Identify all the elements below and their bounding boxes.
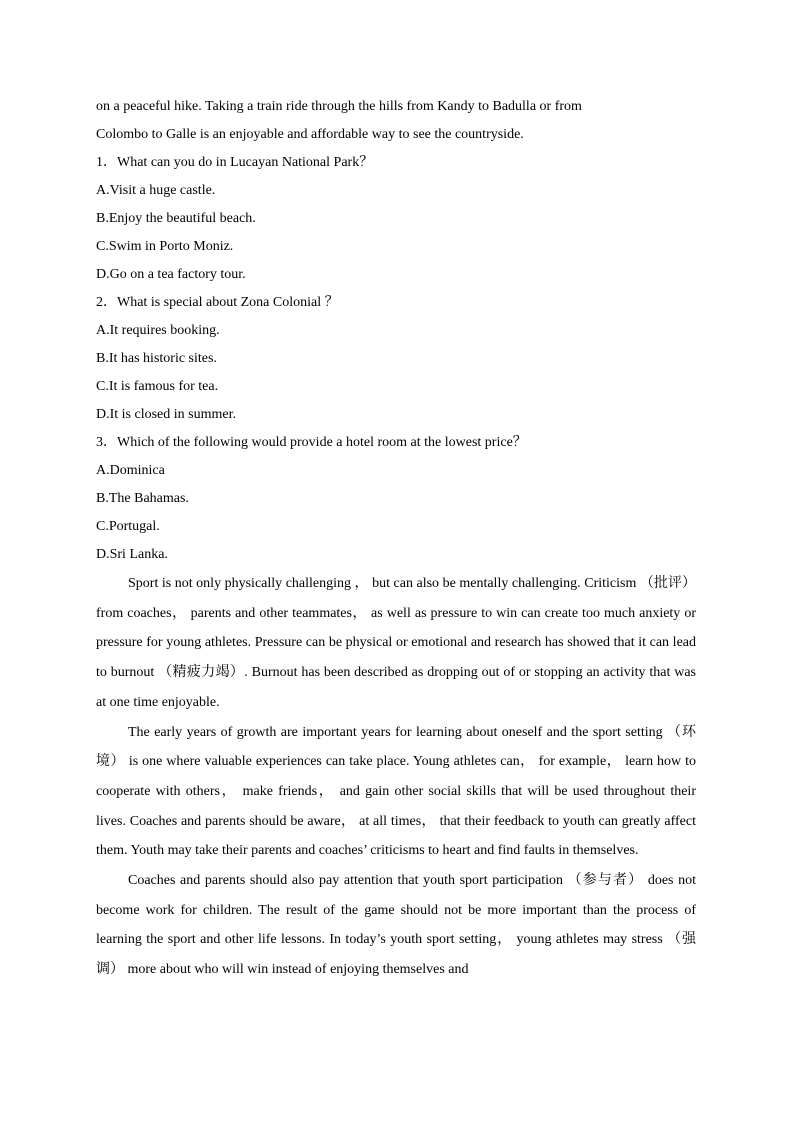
question-2-option-c: C.It is famous for tea. bbox=[96, 379, 219, 394]
question-3-stem: 3．Which of the following would provide a hotel room at the lowest price？ bbox=[96, 435, 527, 450]
document-page bbox=[96, 93, 696, 985]
question-2-stem: 2．What is special about Zona Colonial ？ bbox=[96, 295, 339, 310]
question-2-option-b: B.It has historic sites. bbox=[96, 351, 217, 366]
question-2-option-d: D.It is closed in summer. bbox=[96, 407, 236, 422]
question-1-option-b: B.Enjoy the beautiful beach. bbox=[96, 211, 256, 226]
passage-paragraph-1: Sport is not only physically challenging ， but can also be mentally challenging. Criticism （批评） from coaches， parents and other teammates， as well as pressure to win can create too much anxiety or pressure for young athletes. Pressure can be physical or emotional and research has showed that it can lead to burnout （精疲力竭）. Burnout has been described as dropping out of or stopping an activity that was at one time enjoyable. bbox=[96, 576, 696, 710]
passage-paragraph-3: Coaches and parents should also pay attention that youth sport participation （参与者） does not become work for children. The result of the game should not be more important than the process of learning the sport and other life lessons. In today’s youth sport setting， young athletes may stress （强调） more about who will win instead of enjoying themselves and bbox=[96, 873, 696, 978]
passage-paragraph-2: The early years of growth are important years for learning about oneself and the sport setting （环境） is one where valuable experiences can take place. Young athletes can， for example， learn how to cooperate with others， make friends， and gain other social skills that will be used throughout their lives. Coaches and parents should be aware， at all times， that their feedback to youth can greatly affect them. Youth may take their parents and coaches’ criticisms to heart and find faults in themselves. bbox=[96, 724, 696, 859]
question-1-option-c: C.Swim in Porto Moniz. bbox=[96, 239, 234, 254]
question-3-option-c: C.Portugal. bbox=[96, 519, 160, 534]
intro-line-1: on a peaceful hike. Taking a train ride through the hills from Kandy to Badulla or from bbox=[96, 99, 582, 114]
question-1-option-d: D.Go on a tea factory tour. bbox=[96, 267, 246, 282]
question-3-option-a: A.Dominica bbox=[96, 463, 165, 478]
question-3-option-b: B.The Bahamas. bbox=[96, 491, 189, 506]
intro-line-2: Colombo to Galle is an enjoyable and affordable way to see the countryside. bbox=[96, 127, 524, 142]
question-2-option-a: A.It requires booking. bbox=[96, 323, 220, 338]
question-1-option-a: A.Visit a huge castle. bbox=[96, 183, 216, 198]
question-1-stem: 1．What can you do in Lucayan National Park？ bbox=[96, 155, 374, 170]
question-3-option-d: D.Sri Lanka. bbox=[96, 547, 168, 562]
